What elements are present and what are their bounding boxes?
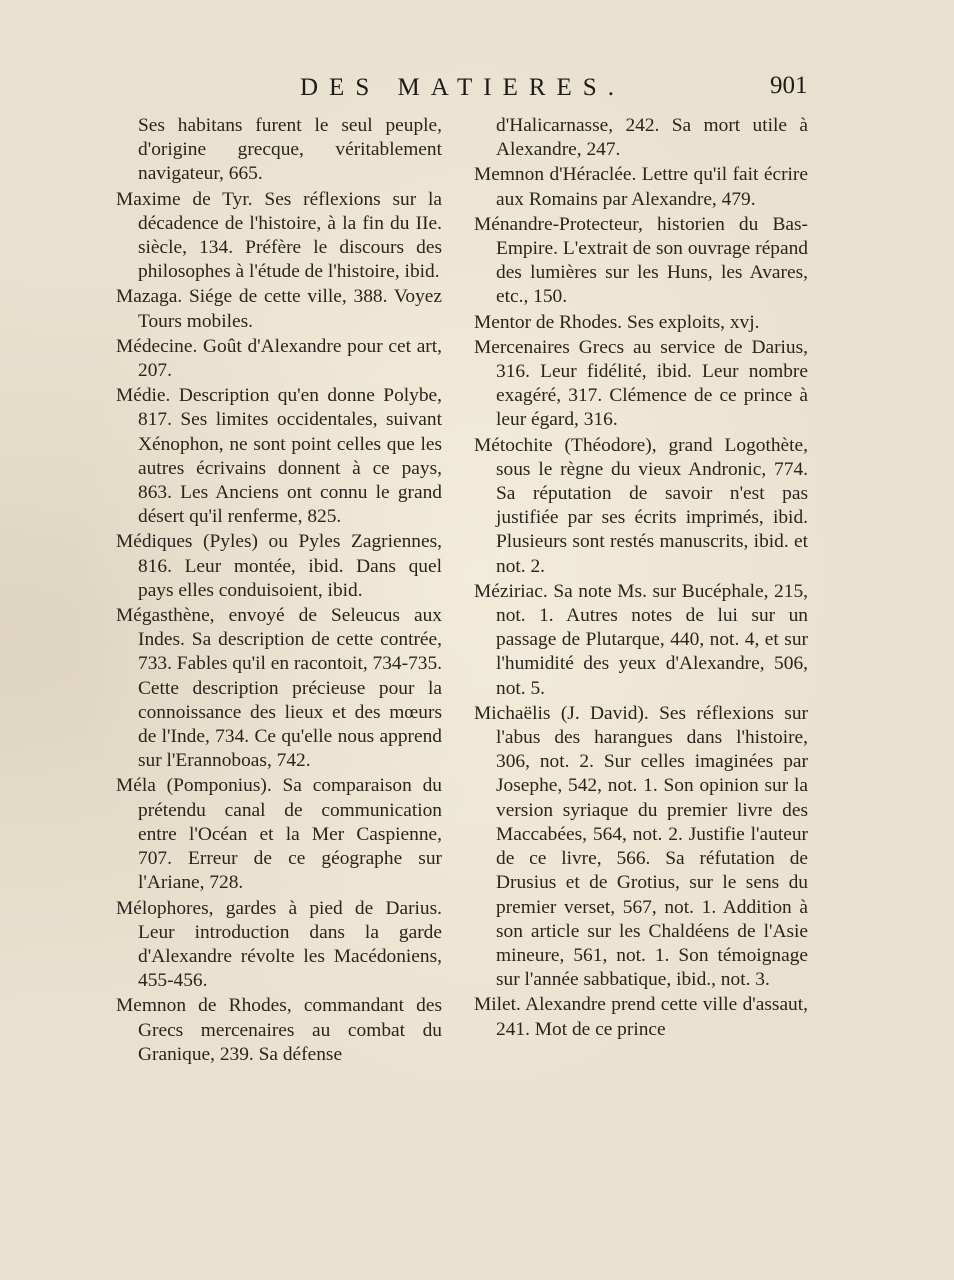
index-entry: Ses habitans furent le seul peuple, d'origine grecque, véritablement navigateur, 665.	[138, 115, 442, 185]
index-entry: Mercenaires Grecs au service de Darius, 316. Leur fidélité, ibid. Leur nombre exagéré, 317. Clémence de ce prince à leur égard, 316.	[474, 336, 808, 431]
index-entry: Méla (Pomponius). Sa comparaison du prétendu canal de communication entre l'Océan et la Mer Caspienne, 707. Erreur de ce géographe sur l'Ariane, 728.	[116, 775, 442, 894]
index-column-right	[474, 114, 808, 1043]
page-number: 901	[770, 72, 808, 99]
index-entry: Mégasthène, envoyé de Seleucus aux Indes. Sa description de cette contrée, 733. Fables qu'il en racontoit, 734-735. Cette description précieuse pour la connoissance des lieux et des mœurs de l'Inde, 734. Ce qu'elle nous apprend sur l'Erannoboas, 742.	[116, 605, 443, 772]
index-entry: Médiques (Pyles) ou Pyles Zagriennes, 816. Leur montée, ibid. Dans quel pays elles conduisoient, ibid.	[116, 531, 442, 601]
index-entry: d'Halicarnasse, 242. Sa mort utile à Alexandre, 247.	[496, 115, 808, 161]
index-entry: Mazaga. Siége de cette ville, 388. Voyez Tours mobiles.	[116, 286, 442, 332]
index-entry: Mentor de Rhodes. Ses exploits, xvj.	[474, 311, 760, 333]
index-column-left	[116, 114, 442, 1068]
index-entry: Michaëlis (J. David). Ses réflexions sur l'abus des harangues dans l'histoire, 306, not. 2. Sur celles imaginées par Josephe, 542, not. 1. Son opinion sur la version syriaque du premier livre des Maccabées, 564, not. 2. Justifie l'auteur de ce livre, 566. Sa réfutation de Drusius et de Grotius, sur le sens du premier verset, 567, not. 1. Addition à son article sur les Chaldéens de l'Asie mineure, 561, not. 1. Son témoignage sur l'année sabbatique, ibid., not. 3.	[474, 702, 808, 991]
index-entry: Ménandre-Protecteur, historien du Bas-Empire. L'extrait de son ouvrage répand des lumières sur les Huns, les Avares, etc., 150.	[474, 213, 808, 308]
index-entry: Milet. Alexandre prend cette ville d'assaut, 241. Mot de ce prince	[474, 994, 808, 1040]
index-entry: Mélophores, gardes à pied de Darius. Leur introduction dans la garde d'Alexandre révolte les Macédoniens, 455-456.	[116, 897, 442, 992]
running-head: DES MATIERES.	[300, 74, 625, 101]
index-entry: Méziriac. Sa note Ms. sur Bucéphale, 215, not. 1. Autres notes de lui sur un passage de Plutarque, 440, not. 4, et sur l'humidité des yeux d'Alexandre, 506, not. 5.	[474, 580, 808, 699]
index-entry: Médecine. Goût d'Alexandre pour cet art, 207.	[116, 335, 442, 382]
index-entry: Métochite (Théodore), grand Logothète, sous le règne du vieux Andronic, 774. Sa réputation de savoir n'est pas justifiée par ses écrits imprimés, ibid. Plusieurs sont restés manuscrits, ibid. et not. 2.	[474, 434, 808, 577]
index-entry: Maxime de Tyr. Ses réflexions sur la décadence de l'histoire, à la fin du IIe. siècle, 134. Préfère le discours des philosophes à l'étude de l'histoire, ibid.	[116, 188, 442, 283]
index-entry: Médie. Description qu'en donne Polybe, 817. Ses limites occidentales, suivant Xénophon, ne sont point celles que les autres écrivains donnent à ce pays, 863. Les Anciens ont connu le grand désert qu'il renferme, 825.	[116, 385, 442, 528]
index-entry: Memnon d'Héraclée. Lettre qu'il fait écrire aux Romains par Alexandre, 479.	[474, 164, 808, 210]
index-entry: Memnon de Rhodes, commandant des Grecs mercenaires au combat du Granique, 239. Sa défense	[116, 995, 442, 1065]
